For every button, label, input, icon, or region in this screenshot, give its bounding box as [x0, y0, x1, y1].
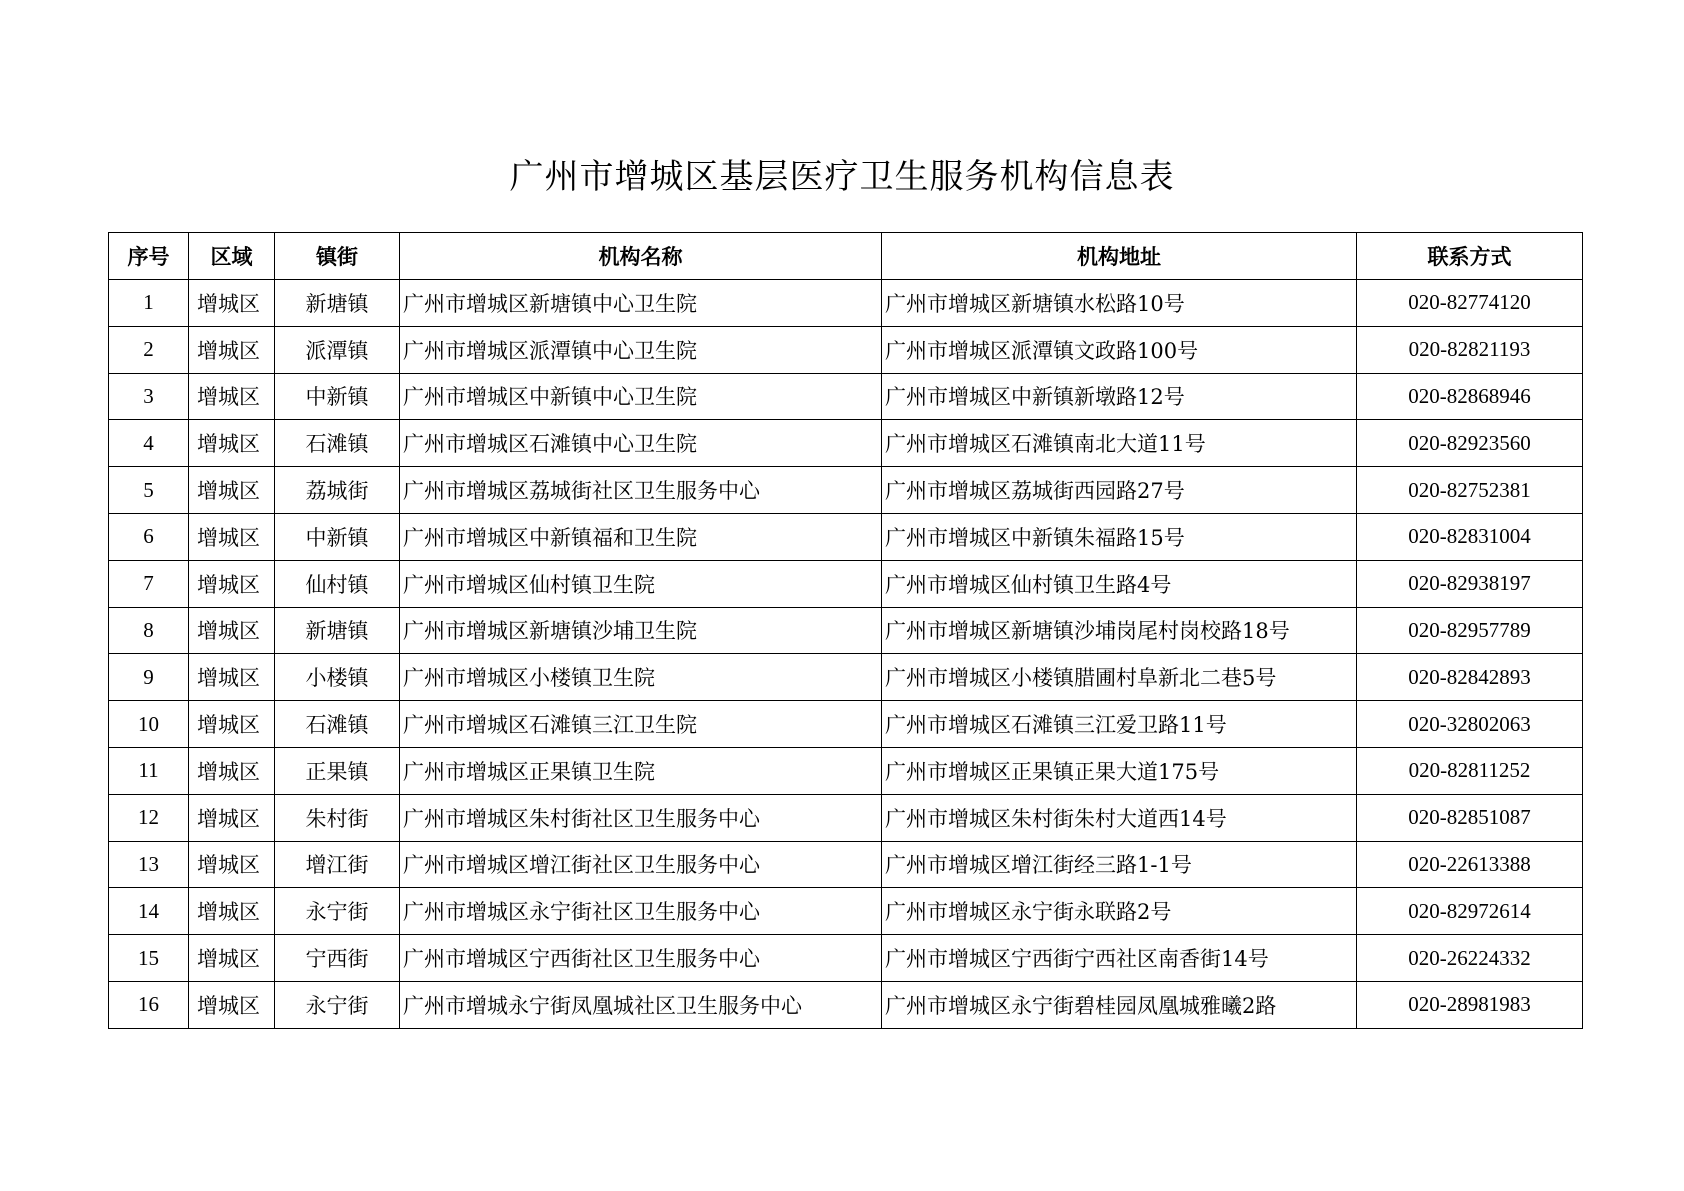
cell-town: 荔城街	[275, 467, 400, 514]
cell-institution-address: 广州市增城区正果镇正果大道175号	[882, 747, 1357, 794]
cell-institution-name: 广州市增城区中新镇福和卫生院	[400, 513, 882, 560]
cell-district: 增城区	[189, 560, 275, 607]
cell-seq: 1	[109, 280, 189, 327]
cell-institution-address: 广州市增城区永宁街碧桂园凤凰城雅曦2路	[882, 981, 1357, 1028]
cell-institution-name: 广州市增城区仙村镇卫生院	[400, 560, 882, 607]
header-institution-address: 机构地址	[882, 233, 1357, 280]
cell-town: 中新镇	[275, 373, 400, 420]
cell-seq: 14	[109, 888, 189, 935]
cell-seq: 5	[109, 467, 189, 514]
cell-institution-name: 广州市增城区新塘镇中心卫生院	[400, 280, 882, 327]
cell-district: 增城区	[189, 373, 275, 420]
institution-table	[108, 232, 1583, 1029]
cell-seq: 12	[109, 794, 189, 841]
table-row	[109, 701, 1583, 748]
header-contact: 联系方式	[1357, 233, 1583, 280]
cell-town: 永宁街	[275, 981, 400, 1028]
cell-seq: 7	[109, 560, 189, 607]
cell-institution-name: 广州市增城区小楼镇卫生院	[400, 654, 882, 701]
table-row	[109, 935, 1583, 982]
cell-institution-name: 广州市增城区石滩镇中心卫生院	[400, 420, 882, 467]
table-row	[109, 841, 1583, 888]
cell-seq: 10	[109, 701, 189, 748]
table-row	[109, 794, 1583, 841]
cell-seq: 13	[109, 841, 189, 888]
table-row	[109, 420, 1583, 467]
cell-contact-phone: 020-82972614	[1357, 888, 1583, 935]
cell-district: 增城区	[189, 701, 275, 748]
cell-district: 增城区	[189, 420, 275, 467]
cell-institution-name: 广州市增城区正果镇卫生院	[400, 747, 882, 794]
cell-institution-name: 广州市增城区荔城街社区卫生服务中心	[400, 467, 882, 514]
cell-district: 增城区	[189, 654, 275, 701]
cell-institution-address: 广州市增城区小楼镇腊圃村阜新北二巷5号	[882, 654, 1357, 701]
cell-town: 宁西街	[275, 935, 400, 982]
table-row	[109, 888, 1583, 935]
table-row	[109, 747, 1583, 794]
cell-district: 增城区	[189, 981, 275, 1028]
cell-town: 新塘镇	[275, 607, 400, 654]
table-body	[109, 280, 1583, 1029]
cell-contact-phone: 020-82938197	[1357, 560, 1583, 607]
cell-institution-name: 广州市增城区朱村街社区卫生服务中心	[400, 794, 882, 841]
cell-seq: 9	[109, 654, 189, 701]
cell-contact-phone: 020-82851087	[1357, 794, 1583, 841]
cell-contact-phone: 020-82831004	[1357, 513, 1583, 560]
cell-seq: 11	[109, 747, 189, 794]
cell-district: 增城区	[189, 513, 275, 560]
cell-institution-name: 广州市增城区中新镇中心卫生院	[400, 373, 882, 420]
cell-institution-address: 广州市增城区宁西街宁西社区南香街14号	[882, 935, 1357, 982]
table-row	[109, 373, 1583, 420]
cell-institution-address: 广州市增城区派潭镇文政路100号	[882, 326, 1357, 373]
cell-institution-address: 广州市增城区荔城街西园路27号	[882, 467, 1357, 514]
table-row	[109, 326, 1583, 373]
cell-contact-phone: 020-32802063	[1357, 701, 1583, 748]
cell-institution-name: 广州市增城区永宁街社区卫生服务中心	[400, 888, 882, 935]
cell-institution-address: 广州市增城区石滩镇南北大道11号	[882, 420, 1357, 467]
cell-district: 增城区	[189, 607, 275, 654]
cell-town: 石滩镇	[275, 701, 400, 748]
page-title: 广州市增城区基层医疗卫生服务机构信息表	[509, 157, 1175, 197]
cell-institution-address: 广州市增城区永宁街永联路2号	[882, 888, 1357, 935]
cell-town: 朱村街	[275, 794, 400, 841]
cell-town: 正果镇	[275, 747, 400, 794]
cell-contact-phone: 020-82821193	[1357, 326, 1583, 373]
cell-contact-phone: 020-82957789	[1357, 607, 1583, 654]
cell-town: 增江街	[275, 841, 400, 888]
cell-institution-name: 广州市增城区增江街社区卫生服务中心	[400, 841, 882, 888]
cell-contact-phone: 020-22613388	[1357, 841, 1583, 888]
table-row	[109, 513, 1583, 560]
table-row	[109, 280, 1583, 327]
cell-district: 增城区	[189, 326, 275, 373]
cell-institution-address: 广州市增城区新塘镇水松路10号	[882, 280, 1357, 327]
cell-district: 增城区	[189, 747, 275, 794]
cell-institution-name: 广州市增城区新塘镇沙埔卫生院	[400, 607, 882, 654]
cell-contact-phone: 020-82811252	[1357, 747, 1583, 794]
cell-seq: 4	[109, 420, 189, 467]
cell-town: 仙村镇	[275, 560, 400, 607]
cell-seq: 16	[109, 981, 189, 1028]
cell-district: 增城区	[189, 935, 275, 982]
cell-town: 永宁街	[275, 888, 400, 935]
table-row	[109, 654, 1583, 701]
cell-contact-phone: 020-82752381	[1357, 467, 1583, 514]
cell-institution-address: 广州市增城区石滩镇三江爱卫路11号	[882, 701, 1357, 748]
cell-institution-address: 广州市增城区中新镇新墩路12号	[882, 373, 1357, 420]
cell-seq: 6	[109, 513, 189, 560]
cell-institution-address: 广州市增城区朱村街朱村大道西14号	[882, 794, 1357, 841]
cell-seq: 15	[109, 935, 189, 982]
cell-district: 增城区	[189, 280, 275, 327]
header-district: 区域	[189, 233, 275, 280]
cell-institution-name: 广州市增城永宁街凤凰城社区卫生服务中心	[400, 981, 882, 1028]
cell-institution-address: 广州市增城区新塘镇沙埔岗尾村岗校路18号	[882, 607, 1357, 654]
cell-contact-phone: 020-82923560	[1357, 420, 1583, 467]
cell-institution-name: 广州市增城区石滩镇三江卫生院	[400, 701, 882, 748]
cell-town: 派潭镇	[275, 326, 400, 373]
table-row	[109, 560, 1583, 607]
cell-town: 小楼镇	[275, 654, 400, 701]
cell-district: 增城区	[189, 794, 275, 841]
cell-seq: 3	[109, 373, 189, 420]
table-row	[109, 467, 1583, 514]
cell-contact-phone: 020-82868946	[1357, 373, 1583, 420]
cell-contact-phone: 020-82774120	[1357, 280, 1583, 327]
cell-district: 增城区	[189, 888, 275, 935]
cell-town: 石滩镇	[275, 420, 400, 467]
cell-town: 中新镇	[275, 513, 400, 560]
table-row	[109, 981, 1583, 1028]
cell-seq: 8	[109, 607, 189, 654]
cell-district: 增城区	[189, 467, 275, 514]
cell-town: 新塘镇	[275, 280, 400, 327]
cell-contact-phone: 020-26224332	[1357, 935, 1583, 982]
table-row	[109, 607, 1583, 654]
cell-seq: 2	[109, 326, 189, 373]
cell-institution-address: 广州市增城区仙村镇卫生路4号	[882, 560, 1357, 607]
cell-institution-name: 广州市增城区宁西街社区卫生服务中心	[400, 935, 882, 982]
cell-institution-address: 广州市增城区增江街经三路1-1号	[882, 841, 1357, 888]
header-town: 镇街	[275, 233, 400, 280]
cell-institution-address: 广州市增城区中新镇朱福路15号	[882, 513, 1357, 560]
header-institution-name: 机构名称	[400, 233, 882, 280]
table-header-row	[109, 233, 1583, 280]
cell-contact-phone: 020-82842893	[1357, 654, 1583, 701]
cell-district: 增城区	[189, 841, 275, 888]
cell-institution-name: 广州市增城区派潭镇中心卫生院	[400, 326, 882, 373]
cell-contact-phone: 020-28981983	[1357, 981, 1583, 1028]
header-seq: 序号	[109, 233, 189, 280]
